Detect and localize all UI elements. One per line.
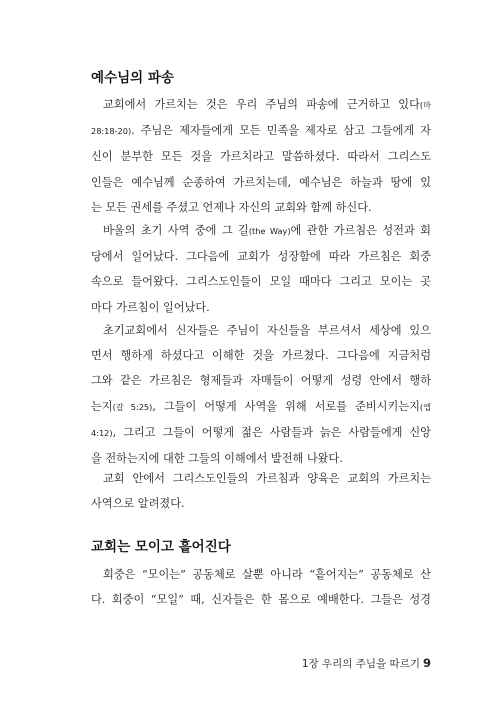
text-line: 다. 회중이 “모일” 때, 신자들은 한 몸으로 예배한다. 그들은 성경 <box>91 593 431 607</box>
page-footer <box>302 656 431 671</box>
text-line: 바울의 초기 사역 중에 그 길(the Way)에 관한 가르침은 성전과 회 <box>103 224 431 237</box>
section-heading-sending: 예수님의 파송 <box>91 70 174 86</box>
text-line: 신이 분부한 모든 것을 가르치라고 말씀하셨다. 따라서 그리스도 <box>91 150 431 164</box>
running-title: 1장 우리의 주님을 따르기 <box>301 658 420 670</box>
text-line: 교회 안에서 그리스도인들의 가르침과 양육은 교회의 가르치는 <box>103 472 431 485</box>
paragraph-5 <box>91 562 431 612</box>
text-line: 사역으로 알려졌다. <box>91 497 185 511</box>
text-line: 그와 같은 가르침은 형제들과 자매들이 어떻게 성령 안에서 행하 <box>91 374 431 388</box>
text-line: 4:12), 그리고 그들이 어떻게 젊은 사람들과 늙은 사람들에게 신앙 <box>91 425 431 439</box>
section-heading-gather-scatter: 교회는 모이고 흩어진다 <box>91 539 231 555</box>
text-line: 마다 가르침이 일어났다. <box>91 300 210 314</box>
text-line: 는지(갈 5:25), 그들이 어떻게 사역을 위해 서로를 준비시키는지(엡 <box>91 399 431 413</box>
text-line: 교회에서 가르치는 것은 우리 주님의 파송에 근거하고 있다(마 <box>103 98 431 111</box>
paragraph-1 <box>91 92 431 220</box>
text-line: 회중은 “모이는” 공동체로 살뿐 아니라 “흩어지는” 공동체로 산 <box>103 568 431 581</box>
text-line: 을 전하는지에 대한 그들의 이해에서 발전해 나왔다. <box>91 452 343 466</box>
text-line: 인들은 예수님께 순종하여 가르치는데, 예수님은 하늘과 땅에 있 <box>91 175 431 189</box>
text-line: 당에서 일어났다. 그다음에 교회가 성장함에 따라 가르침은 회중 <box>91 250 431 264</box>
paragraph-3 <box>91 318 431 471</box>
page-number: 9 <box>422 656 431 670</box>
text-line: 28:18-20). 주님은 제자들에게 모든 민족을 제자로 삼고 그들에게 자 <box>91 124 431 138</box>
paragraph-4 <box>91 466 431 516</box>
paragraph-2 <box>91 218 431 320</box>
text-line: 속으로 들어왔다. 그리스도인들이 모일 때마다 그리고 모이는 곳 <box>91 275 431 289</box>
text-line: 면서 행하게 하셨다고 이해한 것을 가르쳤다. 그다음에 지금처럼 <box>91 349 431 363</box>
text-line: 초기교회에서 신자들은 주님이 자신들을 부르셔서 세상에 있으 <box>103 324 431 337</box>
text-line: 는 모든 권세를 주셨고 언제나 자신의 교회와 함께 하신다. <box>91 200 372 214</box>
